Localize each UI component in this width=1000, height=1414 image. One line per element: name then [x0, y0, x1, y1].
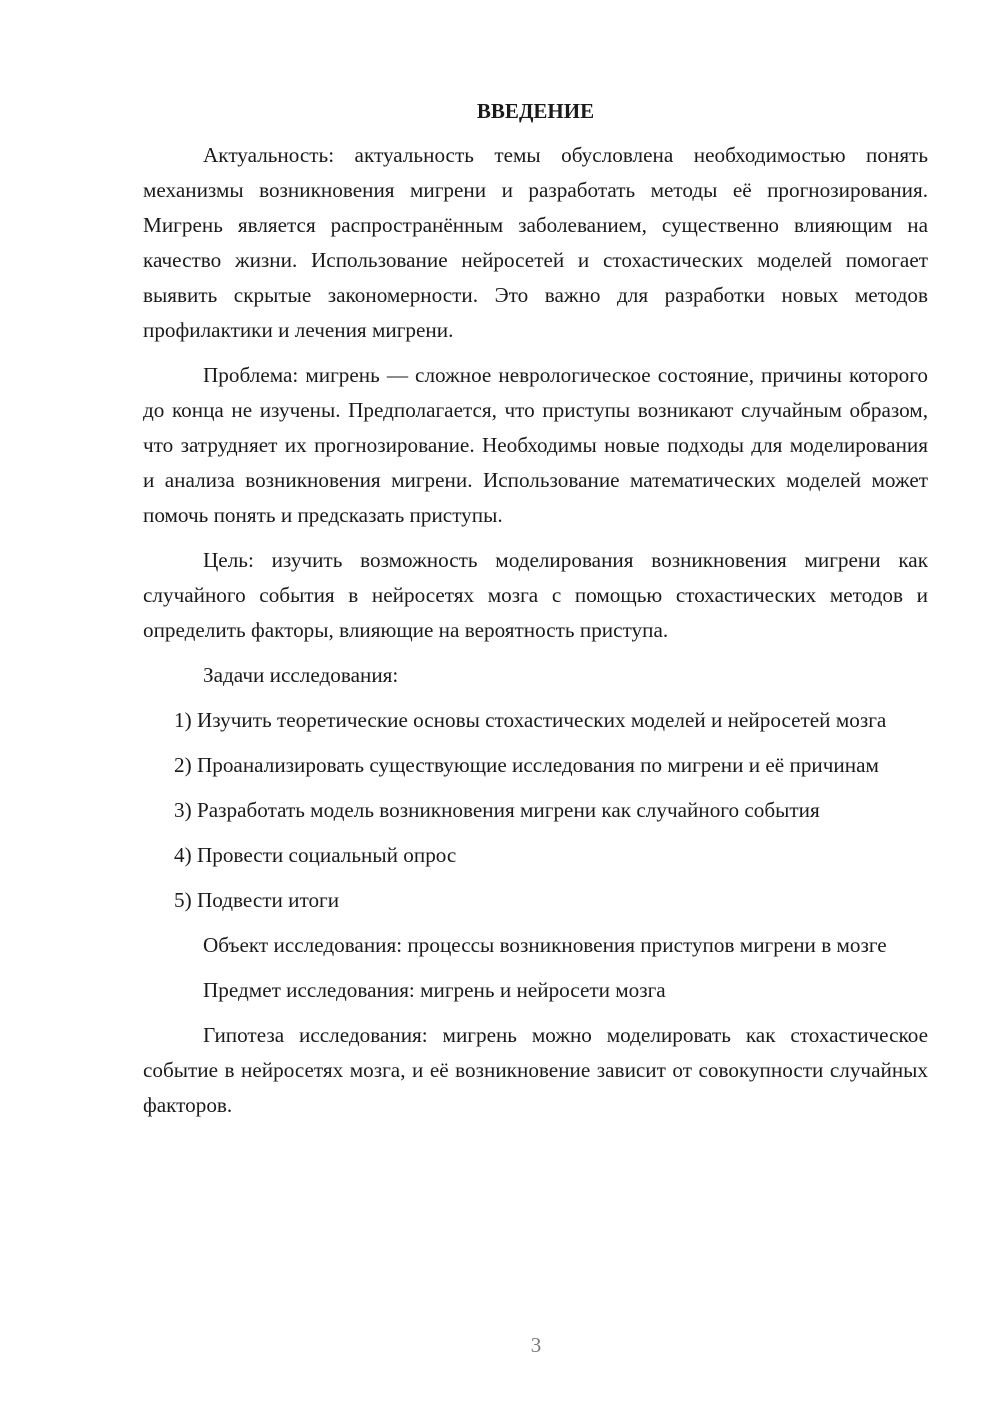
document-page: [143, 96, 928, 1133]
paragraph-problem: Проблема: мигрень — сложное неврологическое состояние, причины которого до конца не изучены. Предполагается, что приступы возникают случайным образом, что затрудняет их прогнозирование. Необходимы новые подходы для моделирования и анализа возникновения мигрени. Использование математических моделей может помочь понять и предсказать приступы.: [143, 363, 928, 527]
page-number: 3: [530, 1333, 542, 1357]
task-item-3: 3) Разработать модель возникновения мигрени как случайного события: [174, 798, 820, 822]
tasks-heading: Задачи исследования:: [203, 663, 399, 687]
task-item-2: 2) Проанализировать существующие исследования по мигрени и её причинам: [174, 753, 879, 777]
task-item-5: 5) Подвести итоги: [174, 888, 340, 912]
paragraph-relevance: Актуальность: актуальность темы обусловлена необходимостью понять механизмы возникновения мигрени и разработать методы её прогнозирования. Мигрень является распространённым заболеванием, существенно влияющим на качество жизни. Использование нейросетей и стохастических моделей помогает выявить скрытые закономерности. Это важно для разработки новых методов профилактики и лечения мигрени.: [143, 143, 928, 342]
paragraph-goal: Цель: изучить возможность моделирования возникновения мигрени как случайного события в нейросетях мозга с помощью стохастических методов и определить факторы, влияющие на вероятность приступа.: [143, 548, 928, 642]
section-title: ВВЕДЕНИЕ: [476, 99, 595, 123]
paragraph-hypothesis: Гипотеза исследования: мигрень можно моделировать как стохастическое событие в нейросетях мозга, и её возникновение зависит от совокупности случайных факторов.: [143, 1023, 928, 1117]
task-item-4: 4) Провести социальный опрос: [174, 843, 457, 867]
task-item-1: 1) Изучить теоретические основы стохастических моделей и нейросетей мозга: [174, 708, 887, 732]
paragraph-object: Объект исследования: процессы возникновения приступов мигрени в мозге: [203, 933, 887, 957]
paragraph-subject: Предмет исследования: мигрень и нейросети мозга: [203, 978, 666, 1002]
